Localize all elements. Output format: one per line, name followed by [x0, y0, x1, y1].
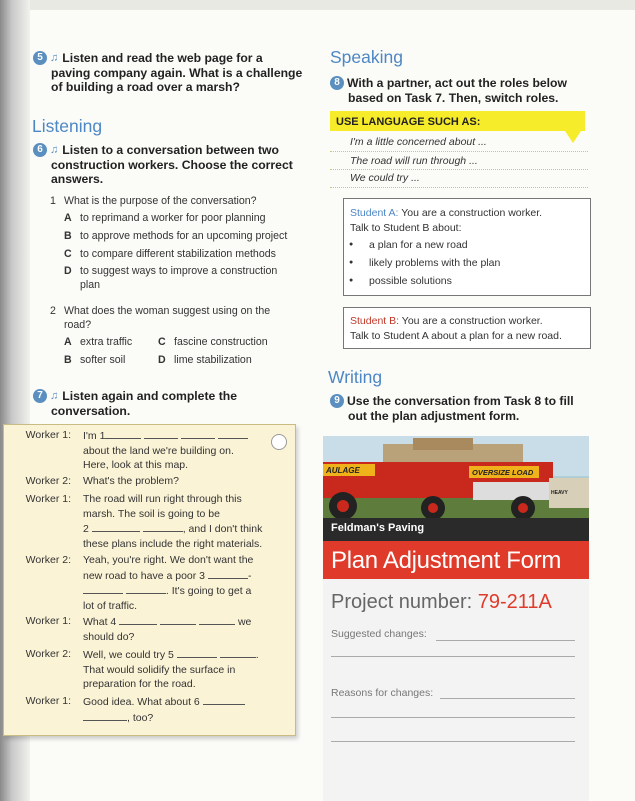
task-text: conversation. — [51, 403, 131, 418]
task-text: Listen again and complete the — [62, 389, 237, 403]
q2-option-d[interactable] — [158, 354, 252, 368]
question-2-stem — [50, 305, 270, 332]
question-number: 2 — [50, 305, 56, 317]
project-label: Project number: — [331, 591, 473, 613]
reasons-line[interactable] — [331, 717, 575, 718]
answer-blank-3[interactable] — [83, 583, 123, 594]
task-text: With a partner, act out the roles below — [347, 76, 567, 90]
q1-option-b[interactable] — [64, 230, 287, 244]
truck-photo — [323, 436, 589, 520]
option-letter: C — [158, 336, 166, 348]
utterance-text: Here, look at this map. — [83, 459, 189, 471]
answer-blank-5[interactable] — [220, 647, 256, 658]
truck-plate: HEAVY — [551, 490, 568, 496]
utterance-text: I'm 1 — [83, 430, 106, 442]
answer-blank-3[interactable] — [208, 568, 248, 579]
utterance — [83, 553, 288, 613]
utterance-text: That would solidify the surface in — [83, 663, 236, 676]
bullet-item: ● a plan for a new road — [369, 239, 468, 251]
reasons-line[interactable] — [440, 698, 575, 699]
audio-icon: ♫ — [50, 52, 59, 64]
task-text: of building a road over a marsh? — [51, 80, 240, 94]
task-6 — [33, 143, 293, 187]
audio-icon: ♫ — [50, 144, 59, 156]
q1-option-c[interactable] — [64, 248, 276, 262]
answer-blank-3[interactable] — [126, 583, 166, 594]
suggested-changes-label: Suggested changes: — [331, 628, 427, 640]
divider — [330, 151, 588, 152]
task-number: 5 — [33, 51, 47, 65]
task-text: Use the conversation from Task 8 to fill — [347, 394, 574, 408]
option-letter: D — [64, 265, 72, 277]
question-text: What is the purpose of the conversation? — [64, 195, 257, 207]
speaker-label: Worker 1: — [25, 493, 71, 505]
utterance-text: . It's going to get a — [165, 585, 252, 597]
role-text: Talk to Student A about a plan for a new road. — [350, 329, 562, 342]
utterance-text: Yeah, you're right. We don't want the — [83, 554, 254, 566]
question-text: road? — [64, 318, 92, 331]
form-title: Plan Adjustment Form — [331, 547, 562, 574]
task-number: 6 — [33, 143, 47, 157]
phrase: We could try ... — [350, 172, 420, 184]
option-text: to reprimand a worker for poor planning — [80, 212, 266, 224]
q2-option-a[interactable] — [64, 336, 132, 350]
project-number-value: 79-211A — [477, 591, 552, 613]
answer-blank-2[interactable] — [143, 521, 183, 532]
utterance-text: What 4 — [83, 616, 117, 628]
divider — [330, 187, 588, 188]
answer-blank-2[interactable] — [92, 521, 140, 532]
utterance-text: lot of traffic. — [83, 599, 138, 612]
listening-heading: Listening — [32, 116, 103, 136]
suggested-changes-line[interactable] — [436, 640, 575, 641]
question-number: 1 — [50, 195, 56, 207]
speaker-label: Worker 1: — [25, 695, 71, 707]
task-number: 9 — [330, 394, 344, 408]
truck-sign-right: OVERSIZE LOAD — [472, 468, 534, 477]
utterance — [83, 614, 288, 644]
utterance-text: should do? — [83, 630, 135, 643]
utterance — [83, 492, 288, 551]
task-text: based on Task 7. Then, switch roles. — [348, 90, 559, 105]
utterance-text: about the land we're building on. — [83, 444, 234, 457]
answer-blank-6[interactable] — [203, 694, 245, 705]
speaker-label: Worker 1: — [25, 429, 71, 441]
question-text: What does the woman suggest using on the — [64, 305, 271, 317]
option-text: to compare different stabilization methods — [80, 248, 276, 260]
student-b-label: Student B: — [350, 315, 400, 327]
answer-blank-6[interactable] — [83, 710, 127, 721]
speaking-heading: Speaking — [330, 47, 403, 67]
role-text: You are a construction worker. — [401, 315, 543, 327]
utterance — [83, 428, 288, 473]
task-number: 8 — [330, 76, 344, 90]
task-text: answers. — [51, 172, 104, 186]
student-b-text — [350, 314, 562, 343]
option-letter: A — [64, 336, 72, 348]
utterance — [83, 694, 288, 725]
conversation — [3, 428, 294, 728]
reasons-label: Reasons for changes: — [331, 687, 434, 699]
audio-icon: ♫ — [50, 390, 59, 402]
bullet-item: ● possible solutions — [369, 275, 452, 287]
answer-blank-4[interactable] — [119, 614, 157, 625]
banner-arrow-icon — [565, 131, 581, 143]
answer-blank-4[interactable] — [199, 614, 235, 625]
speaker-label: Worker 1: — [25, 615, 71, 627]
writing-heading: Writing — [328, 367, 383, 387]
utterance-text: new road to have a poor 3 — [83, 569, 206, 582]
option-text: extra traffic — [80, 336, 133, 348]
role-text: You are a construction worker. — [401, 207, 543, 219]
speaker-label: Worker 2: — [25, 475, 71, 487]
q2-option-c[interactable] — [158, 336, 268, 350]
task-8 — [330, 76, 567, 105]
task-text: Listen to a conversation between two — [62, 143, 279, 157]
task-text: paving company again. What is a challenge — [51, 65, 303, 80]
reasons-line[interactable] — [331, 741, 575, 742]
utterance-text: , too? — [127, 711, 154, 724]
utterance-text: What's the problem? — [83, 475, 179, 487]
utterance-text: we — [237, 616, 252, 628]
option-text: plan — [80, 278, 101, 291]
use-language-label: USE LANGUAGE SUCH AS: — [336, 116, 481, 128]
utterance-text: Well, we could try 5 — [83, 649, 174, 661]
utterance-text: these plans include the right materials. — [83, 537, 263, 550]
answer-blank-1[interactable] — [181, 428, 215, 439]
divider — [330, 169, 588, 170]
student-a-text — [350, 206, 542, 235]
utterance-text: preparation for the road. — [83, 678, 196, 690]
utterance-text: , and I don't think — [182, 523, 263, 535]
option-letter: A — [64, 212, 72, 224]
q1-option-d[interactable] — [64, 265, 277, 292]
utterance — [83, 647, 288, 692]
speaker-label: Worker 2: — [25, 648, 71, 660]
option-letter: C — [64, 248, 72, 260]
option-letter: B — [64, 354, 72, 366]
task-text: out the plan adjustment form. — [348, 408, 520, 423]
project-number — [331, 591, 552, 614]
truck-sign-left: AULAGE — [326, 466, 360, 475]
task-7 — [33, 389, 237, 418]
utterance-text: marsh. The soil is going to be — [83, 507, 220, 520]
answer-blank-1[interactable] — [218, 428, 248, 439]
option-text: to approve methods for an upcoming project — [80, 230, 288, 242]
utterance-text: - — [247, 569, 252, 582]
company-name: Feldman's Paving — [331, 522, 425, 534]
utterance-text: The road will run right through this — [83, 493, 242, 505]
utterance-text: 2 — [83, 523, 89, 535]
truck-illustration — [323, 436, 589, 520]
answer-blank-4[interactable] — [160, 614, 196, 625]
company-banner — [323, 518, 589, 541]
utterance-text: . — [255, 649, 259, 661]
answer-blank-1[interactable] — [144, 428, 178, 439]
task-9 — [330, 394, 574, 423]
question-1-stem — [50, 195, 257, 209]
answer-blank-5[interactable] — [177, 647, 217, 658]
task-text: construction workers. Choose the correct — [51, 157, 293, 172]
option-letter: D — [158, 354, 166, 366]
role-text: Talk to Student B about: — [350, 221, 462, 234]
phrase: The road will run through ... — [350, 155, 478, 167]
task-text: Listen and read the web page for a — [62, 51, 263, 65]
task-number: 7 — [33, 389, 47, 403]
top-strip — [0, 0, 635, 10]
option-text: fascine construction — [174, 336, 268, 348]
speaker-label: Worker 2: — [25, 554, 71, 566]
task-5 — [33, 51, 302, 95]
utterance-text: Good idea. What about 6 — [83, 696, 200, 708]
bullet-item: ● likely problems with the plan — [369, 257, 500, 269]
option-letter: B — [64, 230, 72, 242]
suggested-changes-line[interactable] — [331, 656, 575, 657]
form-title-banner — [323, 541, 589, 579]
option-text: softer soil — [80, 354, 126, 366]
student-a-label: Student A: — [350, 207, 399, 219]
option-text: to suggest ways to improve a construction — [80, 265, 278, 277]
q1-option-a[interactable] — [64, 212, 266, 226]
phrase: I'm a little concerned about ... — [350, 136, 487, 148]
answer-blank-1[interactable] — [105, 428, 141, 439]
option-text: lime stabilization — [174, 354, 252, 366]
q2-option-b[interactable] — [64, 354, 125, 368]
